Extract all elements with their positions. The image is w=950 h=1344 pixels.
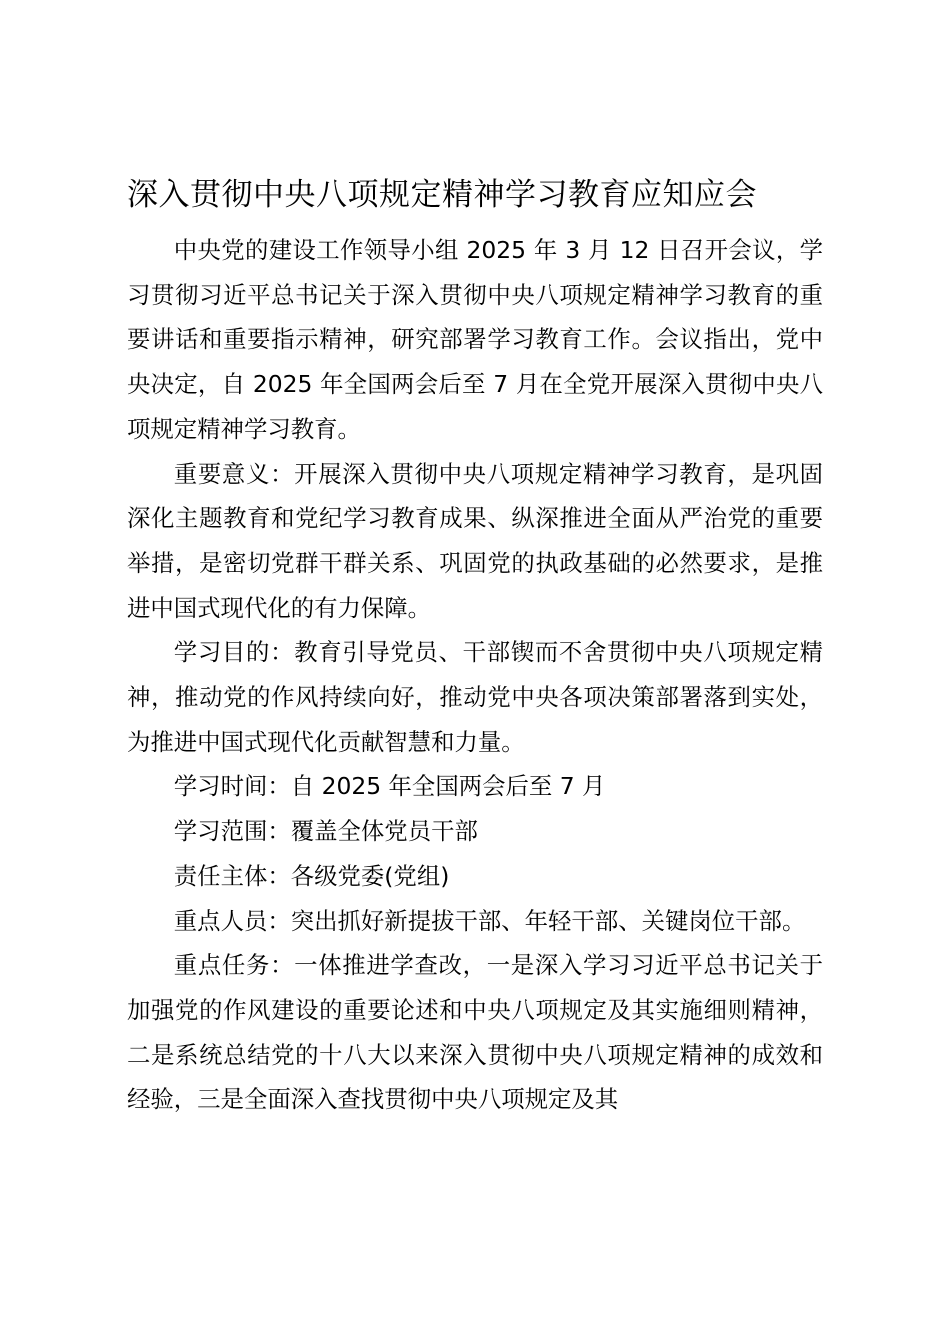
document-title: 深入贯彻中央八项规定精神学习教育应知应会	[127, 177, 757, 213]
paragraph-key-tasks: 重点任务：一体推进学查改，一是深入学习习近平总书记关于加强党的作风建设的重要论述和中央八项规定及其实施细则精神，二是系统总结党的十八大以来深入贯彻中央八项规定精神的成效和经验，三是全面深入查找贯彻中央八项规定及其	[127, 951, 823, 1114]
document-body	[127, 228, 823, 1122]
paragraph-purpose: 学习目的：教育引导党员、干部锲而不舍贯彻中央八项规定精神，推动党的作风持续向好，推动党中央各项决策部署落到实处，为推进中国式现代化贡献智慧和力量。	[127, 638, 823, 756]
paragraph-key-personnel: 重点人员：突出抓好新提拔干部、年轻干部、关键岗位干部。	[173, 906, 806, 935]
paragraph-significance: 重要意义：开展深入贯彻中央八项规定精神学习教育，是巩固深化主题教育和党纪学习教育成果、纵深推进全面从严治党的重要举措，是密切党群干群关系、巩固党的执政基础的必然要求，是推进中国式现代化的有力保障。	[127, 459, 823, 622]
paragraph-intro: 中央党的建设工作领导小组 2025 年 3 月 12 日召开会议，学习贯彻习近平总书记关于深入贯彻中央八项规定精神学习教育的重要讲话和重要指示精神，研究部署学习教育工作。会议指出，党中央决定，自 2025 年全国两会后至 7 月在全党开展深入贯彻中央八项规定精神学习教育。	[127, 236, 823, 443]
paragraph-study-time: 学习时间：自 2025 年全国两会后至 7 月	[173, 772, 606, 801]
paragraph-study-scope: 学习范围：覆盖全体党员干部	[173, 817, 478, 846]
paragraph-responsible-party: 责任主体：各级党委(党组)	[173, 861, 450, 890]
